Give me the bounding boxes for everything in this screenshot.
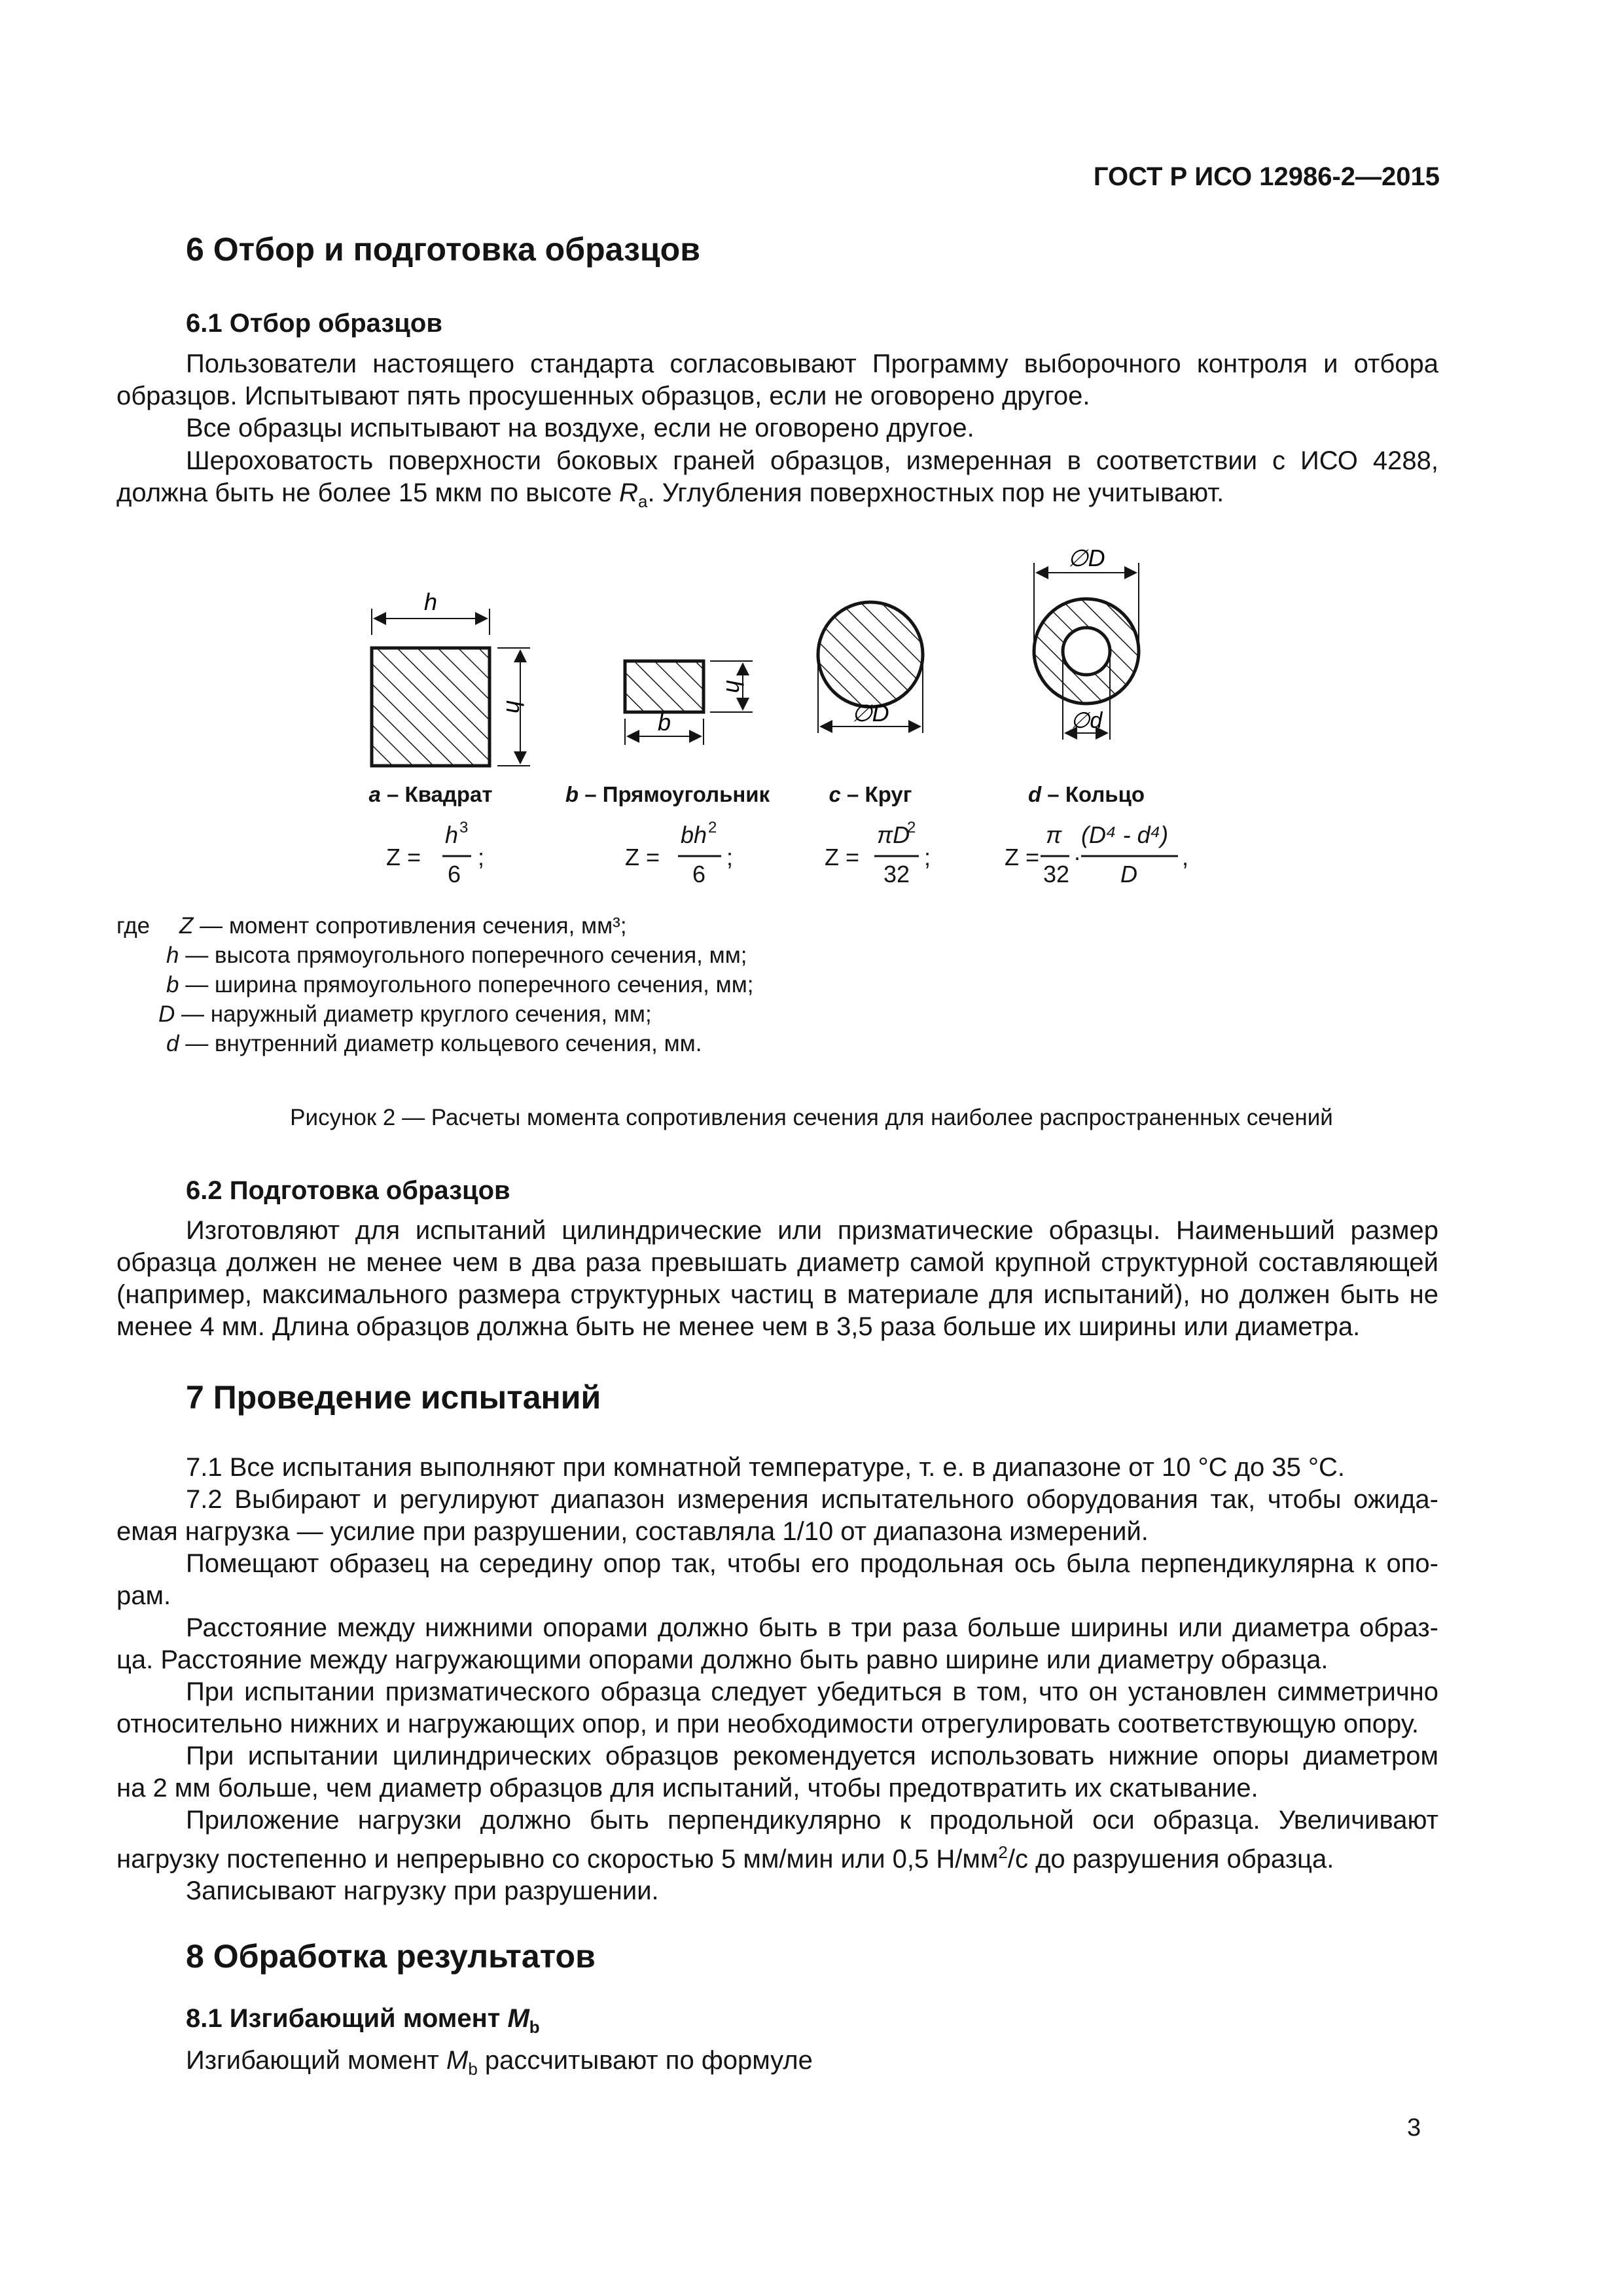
text-line: образцов. Испытывают пять просушенных образцов, если не оговорено другое. — [116, 382, 1090, 410]
text-run: рассчитывают по формуле — [477, 2046, 813, 2075]
dim-label-b-h: h — [721, 679, 748, 694]
legend-text: — ширина прямоугольного поперечного сечения, мм; — [179, 972, 754, 997]
section-6-title: 6 Отбор и подготовка образцов — [186, 231, 700, 268]
paragraphs-7 — [116, 1452, 1438, 1907]
dim-label-a-h-vertical: h — [501, 700, 528, 714]
legend-row — [116, 970, 753, 999]
symbol-m: M — [446, 2046, 469, 2075]
paragraph-6-1-3 — [116, 445, 1438, 518]
panel-a-caption: a – Квадрат — [368, 782, 493, 806]
legend-row — [116, 911, 753, 941]
text-line: 7.1 Все испытания выполняют при комнатной температуре, т. е. в диапазоне от 10 °С до 35 °С. — [186, 1453, 1345, 1482]
panel-id: b — [565, 782, 579, 806]
legend-text: — наружный диаметр круглого сечения, мм; — [175, 1001, 652, 1027]
panel-b-rectangle — [625, 661, 753, 745]
panel-id: d — [1027, 782, 1042, 806]
text-line: Записывают нагрузку при разрушении. — [186, 1876, 659, 1906]
legend-row — [116, 1029, 753, 1058]
legend-text: — высота прямоугольного поперечного сечения, мм; — [179, 942, 747, 968]
panel-a-square — [372, 609, 530, 766]
text-line: Приложение нагрузки должно быть перпендикулярно к продольной оси образца. Увеличивают — [186, 1806, 1438, 1835]
panel-label: Кольцо — [1065, 782, 1145, 806]
formula-b-den: 6 — [692, 861, 706, 888]
text-line — [116, 2045, 1438, 2085]
formula-b-end: ; — [726, 844, 734, 870]
text-line: При испытании цилиндрических образцов рекомендуется использовать нижние опоры диаметром — [186, 1742, 1438, 1770]
panel-label: Круг — [865, 782, 912, 806]
paragraph-8-1 — [116, 2045, 1438, 2085]
dim-label-d-inner: ∅d — [1070, 708, 1103, 733]
text-run: нагрузку постепенно и непрерывно со скоростью 5 мм/мин или 0,5 Н/мм — [116, 1844, 999, 1874]
text-line: менее 4 мм. Длина образцов должна быть не менее чем в 3,5 раза больше их ширины или диаметра. — [116, 1312, 1361, 1341]
section-7-title: 7 Проведение испытаний — [186, 1379, 601, 1416]
figure-2 — [0, 537, 1623, 929]
subscript: a — [638, 492, 648, 511]
text-run: . Углубления поверхностных пор не учитывают. — [647, 478, 1224, 507]
legend-prefix: где — [116, 913, 151, 939]
panel-d-caption: d – Кольцо — [1027, 782, 1145, 806]
formula-a-prefix: Z = — [386, 844, 421, 870]
title-run: 8.1 Изгибающий момент — [186, 2004, 508, 2033]
paragraph-6-2 — [116, 1215, 1438, 1343]
text-line: (например, максимального размера структурных частиц в материале для испытаний), но должен быть не — [116, 1280, 1438, 1309]
formula-b-sup: 2 — [708, 819, 717, 836]
formula-a-den: 6 — [448, 861, 461, 888]
dim-label-a-h: h — [423, 588, 438, 615]
text-run: Изгибающий момент — [186, 2046, 446, 2075]
formula-a-sup: 3 — [459, 819, 469, 836]
legend-symbol: d — [166, 1031, 179, 1056]
formulas — [0, 818, 1623, 897]
panel-label: Прямоугольник — [602, 782, 770, 806]
text-line: Помещают образец на середину опор так, чтобы его продольная ось была перпендикулярна к опо- — [186, 1549, 1438, 1578]
formula-b-prefix: Z = — [625, 844, 660, 870]
subscript: b — [468, 2059, 478, 2079]
text-line: на 2 мм больше, чем диаметр образцов для испытаний, чтобы предотвратить их скатывание. — [116, 1774, 1258, 1803]
figure-caption: Рисунок 2 — Расчеты момента сопротивления сечения для наиболее распространенных сечений — [290, 1105, 1333, 1130]
panel-id: c — [829, 782, 841, 806]
paragraph-6-1-1 — [116, 348, 1438, 412]
symbol-m: M — [507, 2004, 529, 2033]
legend-symbol: Z — [179, 913, 194, 939]
text-line: Расстояние между нижними опорами должно быть в три раза больше ширины или диаметра образ- — [186, 1613, 1438, 1642]
panel-c-caption: c – Круг — [829, 782, 912, 806]
figure-legend — [116, 911, 753, 1058]
text-line — [116, 1837, 1438, 1875]
text-line: Шероховатость поверхности боковых граней образцов, измеренная в соответствии с ИСО 4288, — [186, 446, 1438, 475]
legend-text: — момент сопротивления сечения, мм³; — [193, 913, 627, 939]
text-line: Изготовляют для испытаний цилиндрические или призматические образцы. Наименьший размер — [186, 1216, 1438, 1245]
legend-row — [116, 999, 753, 1029]
legend-symbol: h — [166, 942, 179, 968]
panel-b-caption: b – Прямоугольник — [565, 782, 770, 806]
panel-label: Квадрат — [404, 782, 493, 806]
page-number: 3 — [1407, 2114, 1421, 2142]
dim-label-c-d: ∅D — [851, 700, 889, 726]
formula-d-pi: π — [1046, 821, 1062, 848]
text-line: Все образцы испытывают на воздухе, если не оговорено другое. — [186, 414, 974, 442]
formula-c-prefix: Z = — [825, 844, 860, 870]
text-line: 7.2 Выбирают и регулируют диапазон измерения испытательного оборудования так, чтобы ожида- — [186, 1485, 1438, 1514]
section-6-2-title: 6.2 Подготовка образцов — [186, 1176, 510, 1205]
legend-symbol: D — [158, 1001, 175, 1027]
superscript: 2 — [998, 1842, 1008, 1862]
text-line: ца. Расстояние между нагружающими опорами должно быть равно ширине или диаметру образца. — [116, 1645, 1329, 1674]
legend-symbol: b — [166, 972, 179, 997]
text-line: рам. — [116, 1581, 171, 1610]
text-line — [116, 477, 1438, 518]
formula-b-num: bh — [681, 821, 707, 848]
dim-label-b-b: b — [657, 709, 671, 736]
symbol-r: R — [619, 478, 639, 507]
section-8-title: 8 Обработка результатов — [186, 1938, 596, 1975]
formula-a-end: ; — [478, 844, 485, 870]
legend-row — [116, 941, 753, 970]
formula-d-num2: (D⁴ - d⁴) — [1081, 821, 1169, 848]
panel-id: a — [368, 782, 381, 806]
subscript: b — [529, 2017, 540, 2037]
formula-a-num: h — [445, 821, 459, 848]
section-8-1-title — [186, 2004, 540, 2037]
formula-c-sup: 2 — [907, 819, 916, 836]
text-run: должна быть не более 15 мкм по высоте — [116, 478, 620, 507]
text-line: образца должен не менее чем в два раза превышать диаметр самой крупной структурной составляющей — [116, 1248, 1438, 1277]
formula-c-end: ; — [924, 844, 931, 870]
legend-text: — внутренний диаметр кольцевого сечения, мм. — [179, 1031, 702, 1056]
formula-d-prefix: Z = — [1005, 844, 1040, 870]
formula-c-den: 32 — [883, 861, 910, 888]
formula-d-den1: 32 — [1043, 861, 1070, 888]
text-line: При испытании призматического образца следует убедиться в том, что он установлен симметрично — [186, 1677, 1438, 1706]
text-line: емая нагрузка — усилие при разрушении, составляла 1/10 от диапазона измерений. — [116, 1517, 1149, 1546]
dim-label-d-outer: ∅D — [1067, 545, 1105, 571]
formula-d-den2: D — [1120, 861, 1137, 888]
text-run: /с до разрушения образца. — [1007, 1844, 1334, 1874]
formula-d-dot: · — [1073, 844, 1081, 870]
document-header: ГОСТ Р ИСО 12986-2—2015 — [1093, 162, 1440, 191]
text-line: относительно нижних и нагружающих опор, и при необходимости отрегулировать соответствующую опору. — [116, 1710, 1419, 1738]
text-line: Пользователи настоящего стандарта согласовывают Программу выборочного контроля и отбора — [186, 350, 1438, 378]
paragraph-6-1-2 — [116, 412, 1438, 444]
formula-d-end: , — [1182, 844, 1189, 870]
formula-c-num: πD — [877, 821, 910, 848]
section-6-1-title: 6.1 Отбор образцов — [186, 309, 442, 338]
